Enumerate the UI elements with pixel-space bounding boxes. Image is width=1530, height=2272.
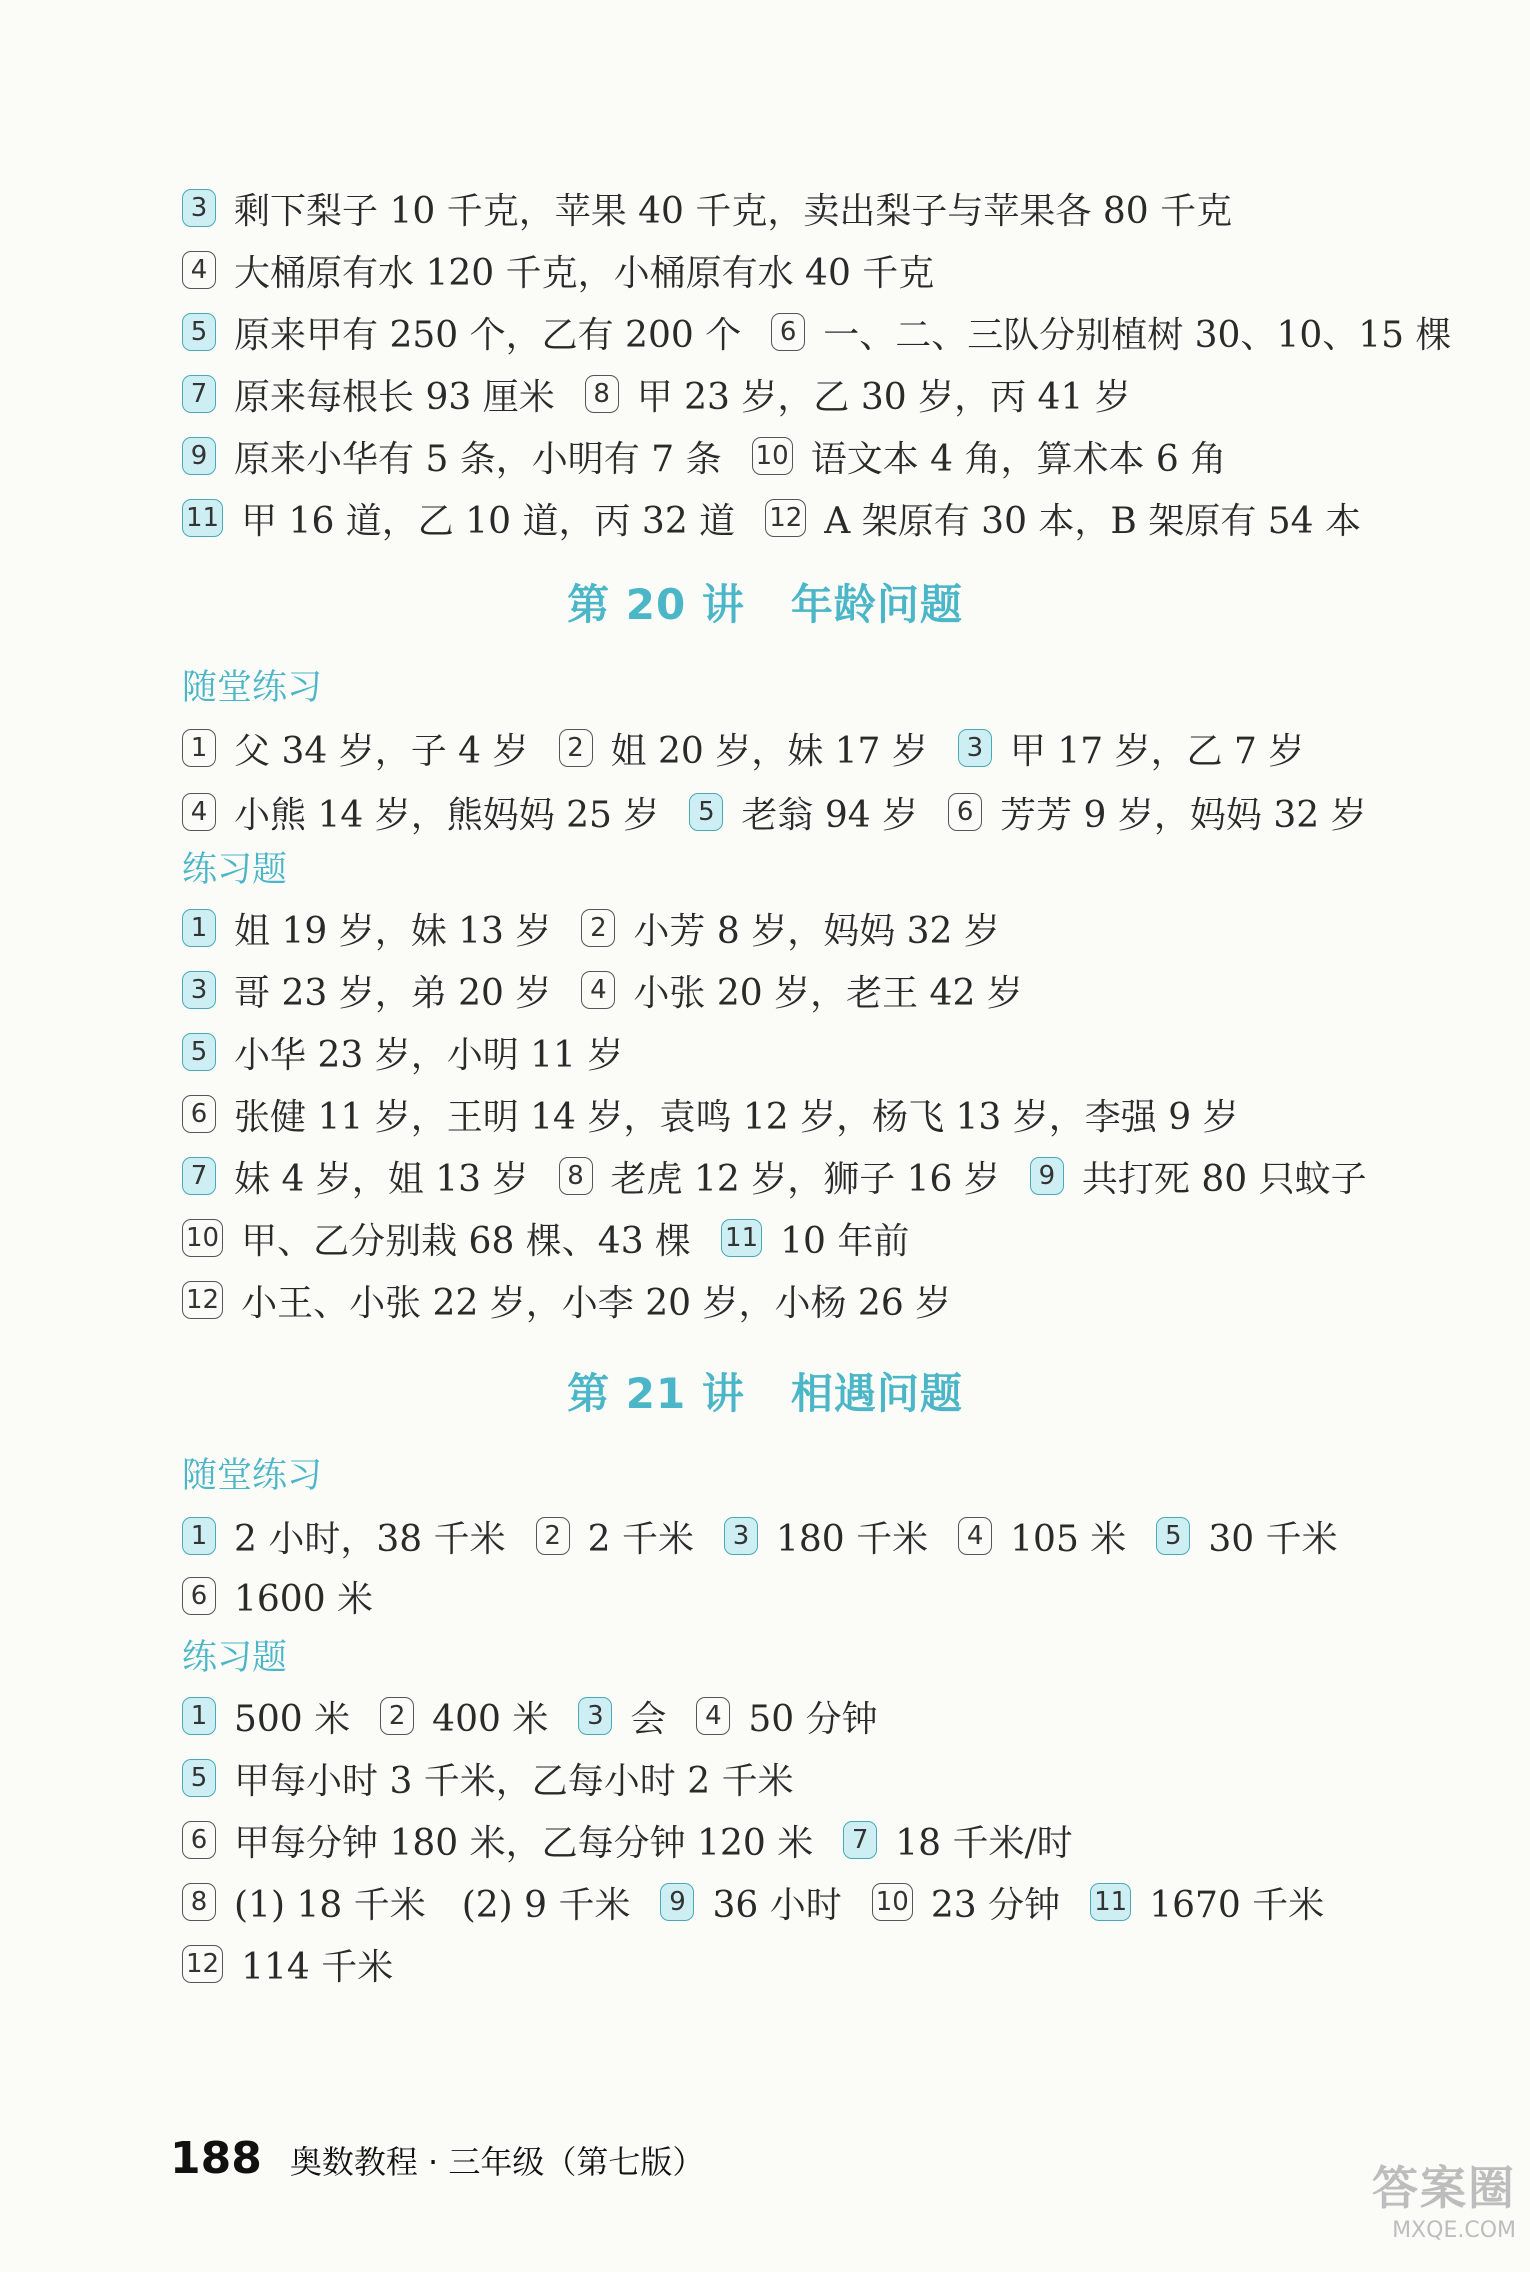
- question-number-badge: 5: [689, 793, 723, 831]
- answer-text: 一、二、三队分别植树 30、10、15 棵: [823, 314, 1452, 356]
- answer-line: [182, 1812, 1470, 1868]
- answer-text: 甲每小时 3 千米，乙每小时 2 千米: [234, 1760, 794, 1802]
- question-number-badge: 11: [182, 499, 223, 537]
- answer-text: 老虎 12 岁，狮子 16 岁: [610, 1158, 1000, 1200]
- question-number-badge: 10: [182, 1219, 223, 1257]
- answer-line: [182, 242, 1470, 298]
- question-number-badge: 2: [559, 729, 593, 767]
- answer-item: [696, 1691, 877, 1742]
- answer-text: 剩下梨子 10 千克，苹果 40 千克，卖出梨子与苹果各 80 千克: [234, 190, 1233, 232]
- question-number-badge: 6: [182, 1577, 216, 1615]
- question-number-badge: 5: [182, 313, 216, 351]
- answer-item: [182, 1939, 393, 1990]
- answer-line: [182, 1272, 1470, 1328]
- answer-text: 会: [630, 1698, 667, 1740]
- answer-line: [182, 1508, 1470, 1564]
- answer-item: [182, 903, 551, 954]
- answer-item: [1030, 1151, 1367, 1202]
- answer-item: [182, 1691, 350, 1742]
- answer-item: [872, 1877, 1060, 1928]
- answer-line: [182, 784, 1470, 840]
- answer-text: 语文本 4 角，算术本 6 角: [810, 438, 1227, 480]
- answer-text: 1600 米: [234, 1578, 374, 1620]
- answer-text: 1670 千米: [1149, 1884, 1325, 1926]
- answer-item: [182, 1027, 623, 1078]
- lecture-21-exercise-label: 练习题: [182, 1638, 288, 1678]
- answer-text: 哥 23 岁，弟 20 岁: [234, 972, 552, 1014]
- question-number-badge: 1: [182, 909, 216, 947]
- question-number-badge: 1: [182, 1697, 216, 1735]
- answer-line: [182, 490, 1470, 546]
- question-number-badge: 1: [182, 1517, 216, 1555]
- answer-text: 10 年前: [780, 1220, 910, 1262]
- answer-item: [182, 723, 529, 774]
- answer-text: A 架原有 30 本，B 架原有 54 本: [824, 500, 1362, 542]
- answer-item: [182, 493, 735, 544]
- answer-item: [721, 1213, 909, 1264]
- answer-text: 老翁 94 岁: [741, 794, 919, 836]
- watermark-logo-text: 答案圈: [1372, 2161, 1516, 2215]
- answer-line: [182, 1148, 1470, 1204]
- question-number-badge: 10: [752, 437, 793, 475]
- answer-line: [182, 1086, 1470, 1142]
- answer-item: [182, 369, 555, 420]
- answer-item: [182, 307, 741, 358]
- answer-item: [182, 1275, 951, 1326]
- answer-text: 小华 23 岁，小明 11 岁: [234, 1034, 624, 1076]
- question-number-badge: 4: [696, 1697, 730, 1735]
- answer-text: 小熊 14 岁，熊妈妈 25 岁: [234, 794, 660, 836]
- question-number-badge: 6: [182, 1821, 216, 1859]
- answer-item: [182, 1877, 630, 1928]
- lecture-20-number: 第 20 讲: [567, 580, 745, 629]
- answer-text: 50 分钟: [748, 1698, 878, 1740]
- question-number-badge: 9: [1030, 1157, 1064, 1195]
- answer-item: [182, 965, 551, 1016]
- question-number-badge: 1: [182, 729, 216, 767]
- answer-line: [182, 180, 1470, 236]
- answer-text: 180 千米: [775, 1518, 929, 1560]
- answer-item: [182, 1815, 813, 1866]
- page-footer: [170, 2133, 704, 2184]
- question-number-badge: 3: [182, 189, 216, 227]
- answer-item: [182, 183, 1232, 234]
- answer-item: [660, 1877, 841, 1928]
- question-number-badge: 5: [1156, 1517, 1190, 1555]
- question-number-badge: 3: [958, 729, 992, 767]
- answer-text: 原来甲有 250 个，乙有 200 个: [234, 314, 742, 356]
- answer-text: 芳芳 9 岁，妈妈 32 岁: [1000, 794, 1367, 836]
- answer-text: 姐 20 岁，妹 17 岁: [610, 730, 928, 772]
- answer-text: 父 34 岁，子 4 岁: [234, 730, 529, 772]
- answer-line: [182, 720, 1470, 776]
- answer-item: [585, 369, 1131, 420]
- question-number-badge: 2: [536, 1517, 570, 1555]
- answer-item: [182, 431, 722, 482]
- answer-item: [182, 1571, 373, 1622]
- answer-item: [536, 1511, 694, 1562]
- answer-item: [765, 493, 1361, 544]
- question-number-badge: 7: [182, 1157, 216, 1195]
- answer-text: 2 小时，38 千米: [234, 1518, 506, 1560]
- answer-text: 小王、小张 22 岁，小李 20 岁，小杨 26 岁: [241, 1282, 952, 1324]
- answer-text: 甲 16 道，乙 10 道，丙 32 道: [241, 500, 736, 542]
- answer-line: [182, 1750, 1470, 1806]
- answer-line: [182, 1568, 1470, 1624]
- answer-item: [958, 723, 1305, 774]
- site-watermark: [1316, 2152, 1516, 2262]
- answer-text: (1) 18 千米 (2) 9 千米: [234, 1884, 631, 1926]
- question-number-badge: 8: [182, 1883, 216, 1921]
- page-number: 188: [170, 2133, 262, 2184]
- question-number-badge: 12: [182, 1281, 223, 1319]
- lecture-21-number: 第 21 讲: [567, 1369, 745, 1418]
- answer-text: 甲、乙分别栽 68 棵、43 棵: [241, 1220, 692, 1262]
- question-number-badge: 11: [1090, 1883, 1131, 1921]
- answer-item: [380, 1691, 548, 1742]
- answer-text: 共打死 80 只蚊子: [1081, 1158, 1367, 1200]
- question-number-badge: 9: [660, 1883, 694, 1921]
- answer-item: [578, 1691, 666, 1742]
- answer-text: 甲 23 岁，乙 30 岁，丙 41 岁: [636, 376, 1131, 418]
- question-number-badge: 6: [948, 793, 982, 831]
- answer-line: [182, 1936, 1470, 1992]
- answer-item: [843, 1815, 1072, 1866]
- question-number-badge: 12: [182, 1945, 223, 1983]
- question-number-badge: 5: [182, 1033, 216, 1071]
- answer-text: 400 米: [432, 1698, 549, 1740]
- answer-text: 30 千米: [1208, 1518, 1338, 1560]
- answer-item: [948, 787, 1367, 838]
- question-number-badge: 11: [721, 1219, 762, 1257]
- answer-text: 原来小华有 5 条，小明有 7 条: [234, 438, 722, 480]
- lecture-20-classroom-label: 随堂练习: [182, 668, 323, 708]
- answer-item: [724, 1511, 928, 1562]
- answer-item: [581, 965, 1022, 1016]
- answer-item: [689, 787, 918, 838]
- question-number-badge: 3: [182, 971, 216, 1009]
- answer-text: 大桶原有水 120 千克，小桶原有水 40 千克: [234, 252, 935, 294]
- question-number-badge: 6: [182, 1095, 216, 1133]
- question-number-badge: 9: [182, 437, 216, 475]
- answer-item: [559, 723, 928, 774]
- question-number-badge: 2: [380, 1697, 414, 1735]
- lecture-20-exercise-label: 练习题: [182, 850, 288, 890]
- question-number-badge: 4: [182, 251, 216, 289]
- answer-text: 甲每分钟 180 米，乙每分钟 120 米: [234, 1822, 814, 1864]
- lecture-20-title: 年龄问题: [790, 580, 963, 629]
- answer-line: [182, 428, 1470, 484]
- question-number-badge: 10: [872, 1883, 913, 1921]
- answer-text: 2 千米: [587, 1518, 694, 1560]
- answer-line: [182, 1688, 1470, 1744]
- book-title: 奥数教程 · 三年级（第七版）: [289, 2143, 705, 2181]
- answer-item: [182, 1511, 506, 1562]
- answer-item: [752, 431, 1227, 482]
- answer-text: 36 小时: [712, 1884, 842, 1926]
- answer-text: 张健 11 岁，王明 14 岁，袁鸣 12 岁，杨飞 13 岁，李强 9 岁: [234, 1096, 1239, 1138]
- answer-item: [182, 787, 659, 838]
- answer-text: 18 千米/时: [895, 1822, 1073, 1864]
- answer-line: [182, 1024, 1470, 1080]
- answer-item: [182, 1213, 691, 1264]
- answer-text: 114 千米: [241, 1946, 394, 1988]
- question-number-badge: 12: [765, 499, 806, 537]
- answer-item: [182, 245, 934, 296]
- answer-line: [182, 962, 1470, 1018]
- question-number-badge: 4: [958, 1517, 992, 1555]
- answer-item: [958, 1511, 1126, 1562]
- question-number-badge: 8: [585, 375, 619, 413]
- answer-text: 妹 4 岁，姐 13 岁: [234, 1158, 529, 1200]
- answer-text: 23 分钟: [930, 1884, 1061, 1926]
- lecture-21-classroom-label: 随堂练习: [182, 1456, 323, 1496]
- answer-line: [182, 1874, 1470, 1930]
- answer-text: 小芳 8 岁，妈妈 32 岁: [633, 910, 1000, 952]
- question-number-badge: 3: [724, 1517, 758, 1555]
- question-number-badge: 4: [182, 793, 216, 831]
- answer-item: [1090, 1877, 1324, 1928]
- answer-text: 原来每根长 93 厘米: [234, 376, 555, 418]
- answer-text: 姐 19 岁，妹 13 岁: [234, 910, 552, 952]
- question-number-badge: 7: [182, 375, 216, 413]
- answer-line: [182, 1210, 1470, 1266]
- question-number-badge: 8: [559, 1157, 593, 1195]
- question-number-badge: 6: [771, 313, 805, 351]
- answer-item: [182, 1753, 794, 1804]
- question-number-badge: 3: [578, 1697, 612, 1735]
- answer-item: [182, 1151, 529, 1202]
- answer-text: 500 米: [234, 1698, 351, 1740]
- lecture-20-heading: [0, 572, 1530, 632]
- question-number-badge: 2: [581, 909, 615, 947]
- answer-text: 105 米: [1010, 1518, 1127, 1560]
- answer-item: [771, 307, 1451, 358]
- question-number-badge: 5: [182, 1759, 216, 1797]
- question-number-badge: 7: [843, 1821, 877, 1859]
- answer-item: [1156, 1511, 1337, 1562]
- answer-line: [182, 900, 1470, 956]
- answer-item: [559, 1151, 1000, 1202]
- lecture-21-heading: [0, 1361, 1530, 1421]
- answer-text: 小张 20 岁，老王 42 岁: [633, 972, 1023, 1014]
- answer-line: [182, 304, 1470, 360]
- answer-text: 甲 17 岁，乙 7 岁: [1009, 730, 1305, 772]
- watermark-url: MXQE.COM: [1392, 2218, 1516, 2243]
- question-number-badge: 4: [581, 971, 615, 1009]
- answer-item: [581, 903, 1000, 954]
- lecture-21-title: 相遇问题: [790, 1369, 963, 1418]
- answer-item: [182, 1089, 1239, 1140]
- answer-line: [182, 366, 1470, 422]
